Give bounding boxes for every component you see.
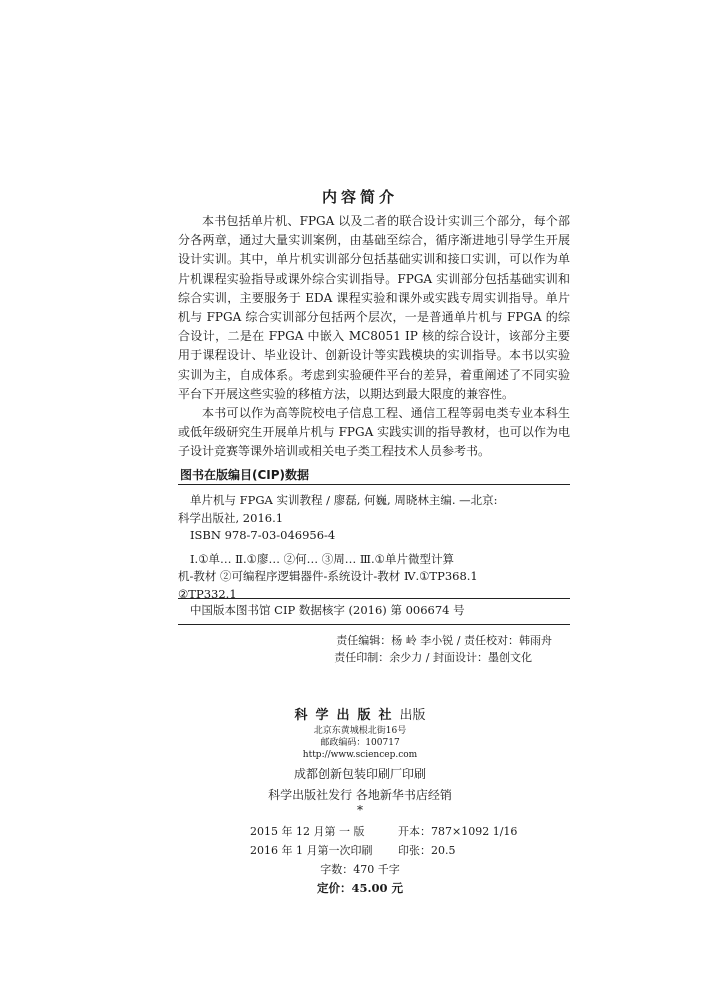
publisher-suffix: 出版: [399, 708, 426, 723]
printer-line: 成都创新包装印刷厂印刷: [293, 767, 426, 781]
cip-publisher-line: 科学出版社, 2016.1: [178, 510, 284, 525]
format-info: 开本：787×1092 1/16: [398, 825, 518, 838]
publisher-line: [0, 704, 720, 723]
cip-heading: 图书在版编目(CIP)数据: [180, 468, 310, 482]
cip-middle-rule: [178, 598, 570, 599]
word-count: 字数：470 千字: [320, 863, 400, 876]
sheets-info: 印张：20.5: [398, 844, 456, 857]
cip-number: 中国版本图书馆 CIP 数据核字 (2016) 第 006674 号: [190, 603, 465, 617]
cip-isbn: ISBN 978-7-03-046956-4: [190, 528, 336, 542]
intro-paragraph-2: 本书可以作为高等院校电子信息工程、通信工程等弱电类专业本科生或低年级研究生开展单片机与 FPGA 实践实训的指导教材，也可以作为电子设计竞赛等课外培训或相关电子类工程技术人员参考书。: [178, 406, 570, 459]
cip-class-line-3: ②TP332.1: [178, 586, 237, 601]
cip-title-line: 单片机与 FPGA 实训教程 / 廖磊, 何巍, 周晓林主编. —北京:: [190, 493, 498, 507]
intro-paragraph-1: 本书包括单片机、FPGA 以及二者的联合设计实训三个部分，每个部分各两章，通过大量实训案例，由基础至综合，循序渐进地引导学生开展设计实训。其中，单片机实训部分包括基础实训和接口实训，可以作为单片机课程实验指导或课外综合实训指导。FPGA 实训部分包括基础实训和综合实训，主要服务于 EDA 课程实验和课外或实践专周实训指导。单片机与 FPGA 综合实训部分包括两个层次，一是普通单片机与 FPGA 的综合设计，二是在 FPGA 中嵌入 MC8051 IP 核的综合设计，该部分主要用于课程设计、毕业设计、创新设计等实践模块的实训指导。本书以实验实训为主，自成体系。考虑到实验硬件平台的差异，着重阐述了不同实验平台下开展这些实验的移植方法，以期达到最大限度的兼容性。: [178, 214, 570, 401]
intro-text: [178, 212, 570, 462]
publisher-url: http://www.sciencep.com: [302, 750, 418, 760]
cip-number-block: [178, 602, 570, 620]
cip-class-line-2: 机-教材 ②可编程序逻辑器件-系统设计-教材 Ⅳ.①TP368.1: [178, 569, 478, 583]
cip-record: [178, 492, 570, 603]
printing-info: 2016 年 1 月第一次印刷: [250, 844, 373, 857]
edition-info: 2015 年 12 月第 一 版: [250, 825, 365, 838]
separator-star: *: [357, 803, 363, 817]
cip-class-line-1: Ⅰ.①单… Ⅱ.①廖… ②何… ③周… Ⅲ.①单片微型计算: [190, 551, 454, 566]
cip-top-rule: [178, 484, 570, 485]
specs-row-1: [250, 823, 517, 839]
publisher-address: 北京东黄城根北街16号: [313, 726, 407, 736]
publisher-postcode: 邮政编码：100717: [320, 738, 400, 748]
cip-bottom-rule: [178, 624, 570, 625]
distribution-line: 科学出版社发行 各地新华书店经销: [268, 788, 452, 802]
publisher-name: 科学出版社: [294, 708, 400, 723]
editor-credits: 责任编辑：杨 岭 李小锐 / 责任校对：韩雨舟: [336, 634, 552, 647]
intro-title: 内容简介: [321, 188, 398, 206]
price: 定价：45.00 元: [316, 881, 403, 895]
production-credits: 责任印制：余少力 / 封面设计：墨创文化: [334, 651, 532, 664]
specs-row-2: [250, 842, 456, 858]
